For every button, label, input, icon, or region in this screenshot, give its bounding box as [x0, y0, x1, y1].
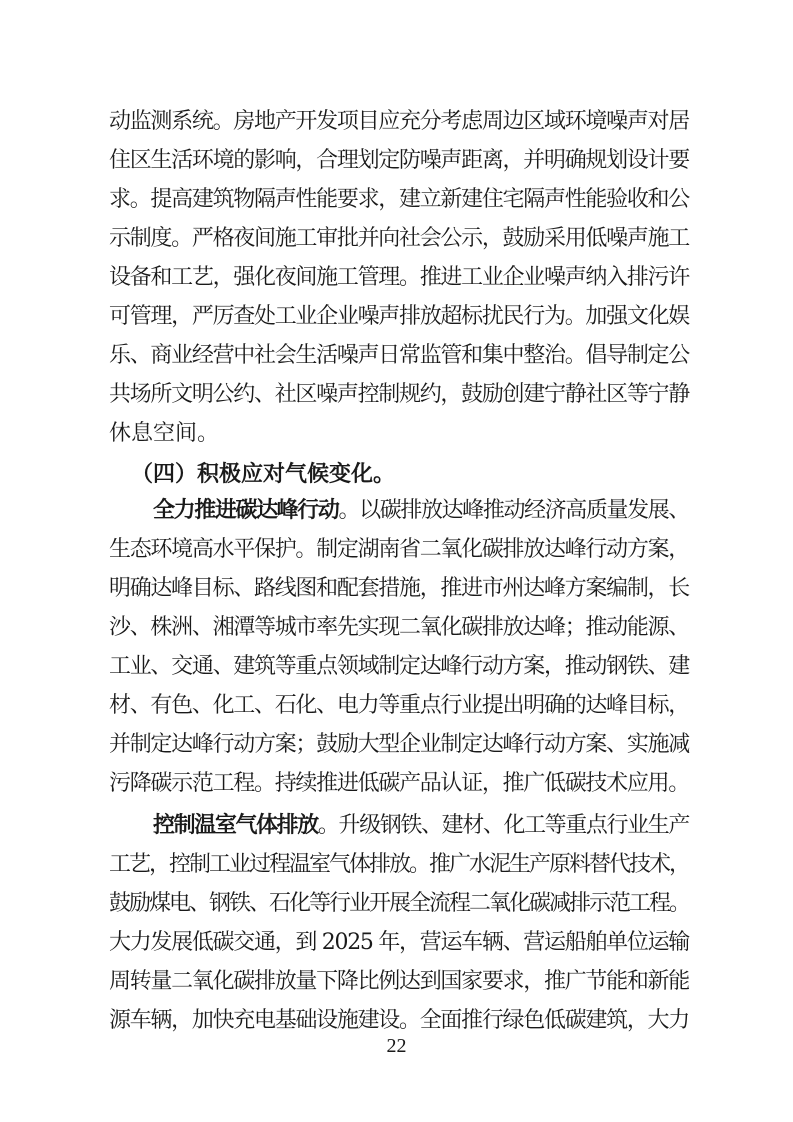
paragraph-line — [109, 221, 689, 257]
line-text: 鼓励煤电、钢铁、石化等行业开展全流程二氧化碳减排示范工程。 — [109, 891, 689, 916]
line-text: 求。提高建筑物隔声性能要求，建立新建住宅隔声性能验收和公 — [109, 187, 689, 212]
bold-lead: 全力推进碳达峰行动 — [153, 498, 339, 523]
line-text: 沙、株洲、湘潭等城市率先实现二氧化碳排放达峰；推动能源、 — [109, 615, 689, 640]
paragraph-line — [153, 808, 689, 844]
line-text: 并制定达峰行动方案；鼓励大型企业制定达峰行动方案、实施减 — [109, 732, 689, 757]
line-text: 大力发展低碳交通，到 2025 年，营运车辆、营运船舶单位运输 — [109, 930, 689, 955]
paragraph-line — [109, 610, 689, 646]
line-text: 住区生活环境的影响，合理划定防噪声距离，并明确规划设计要 — [109, 148, 689, 173]
paragraph-line — [109, 964, 689, 1000]
line-text: 乐、商业经营中社会生活噪声日常监管和集中整治。倡导制定公 — [109, 343, 689, 368]
paragraph-line — [109, 338, 689, 374]
line-text: 明确达峰目标、路线图和配套措施，推进市州达峰方案编制，长 — [109, 576, 689, 601]
paragraph-line — [109, 688, 689, 724]
line-text: 休息空间。 — [109, 421, 220, 446]
paragraph-line — [109, 377, 689, 413]
line-text: 材、有色、化工、石化、电力等重点行业提出明确的达峰目标， — [109, 693, 689, 718]
heading-text: （四）积极应对气候变化。 — [131, 462, 396, 487]
line-text: 。以碳排放达峰推动经济高质量发展、 — [338, 498, 689, 523]
line-text: 工艺，控制工业过程温室气体排放。推广水泥生产原料替代技术， — [109, 852, 689, 877]
page-number: 22 — [386, 1035, 407, 1057]
line-text: 源车辆，加快充电基础设施建设。全面推行绿色低碳建筑，大力 — [109, 1008, 689, 1033]
line-text: 污降碳示范工程。持续推进低碳产品认证，推广低碳技术应用。 — [109, 771, 689, 796]
line-text: 共场所文明公约、社区噪声控制规约，鼓励创建宁静社区等宁静 — [109, 382, 689, 407]
paragraph-line — [109, 416, 689, 452]
paragraph-line — [109, 571, 689, 607]
paragraph-line — [109, 260, 689, 296]
line-text: 工业、交通、建筑等重点领域制定达峰行动方案，推动钢铁、建 — [109, 654, 689, 679]
paragraph-line — [109, 727, 689, 763]
line-text: 示制度。严格夜间施工审批并向社会公示，鼓励采用低噪声施工 — [109, 226, 689, 251]
paragraph-line — [109, 104, 689, 140]
line-text: 可管理，严厉查处工业企业噪声排放超标扰民行为。加强文化娱 — [109, 304, 689, 329]
line-text: 动监测系统。房地产开发项目应充分考虑周边区域环境噪声对居 — [109, 109, 689, 134]
paragraph-line — [109, 925, 689, 961]
paragraph-line — [109, 532, 689, 568]
line-text: 周转量二氧化碳排放量下降比例达到国家要求，推广节能和新能 — [109, 969, 689, 994]
paragraph-line — [109, 299, 689, 335]
paragraph-line — [109, 649, 689, 685]
bold-lead: 控制温室气体排放 — [153, 813, 318, 838]
line-text: 设备和工艺，强化夜间施工管理。推进工业企业噪声纳入排污许 — [109, 265, 689, 290]
line-text: 。升级钢铁、建材、化工等重点行业生产 — [317, 813, 689, 838]
paragraph-line — [109, 847, 689, 883]
paragraph-line — [109, 766, 689, 802]
paragraph-line — [153, 493, 689, 529]
paragraph-line — [109, 1003, 689, 1039]
line-text: 生态环境高水平保护。制定湖南省二氧化碳排放达峰行动方案， — [109, 537, 689, 562]
paragraph-line — [109, 886, 689, 922]
section-heading — [131, 457, 691, 493]
paragraph-line — [109, 182, 689, 218]
paragraph-line — [109, 143, 689, 179]
